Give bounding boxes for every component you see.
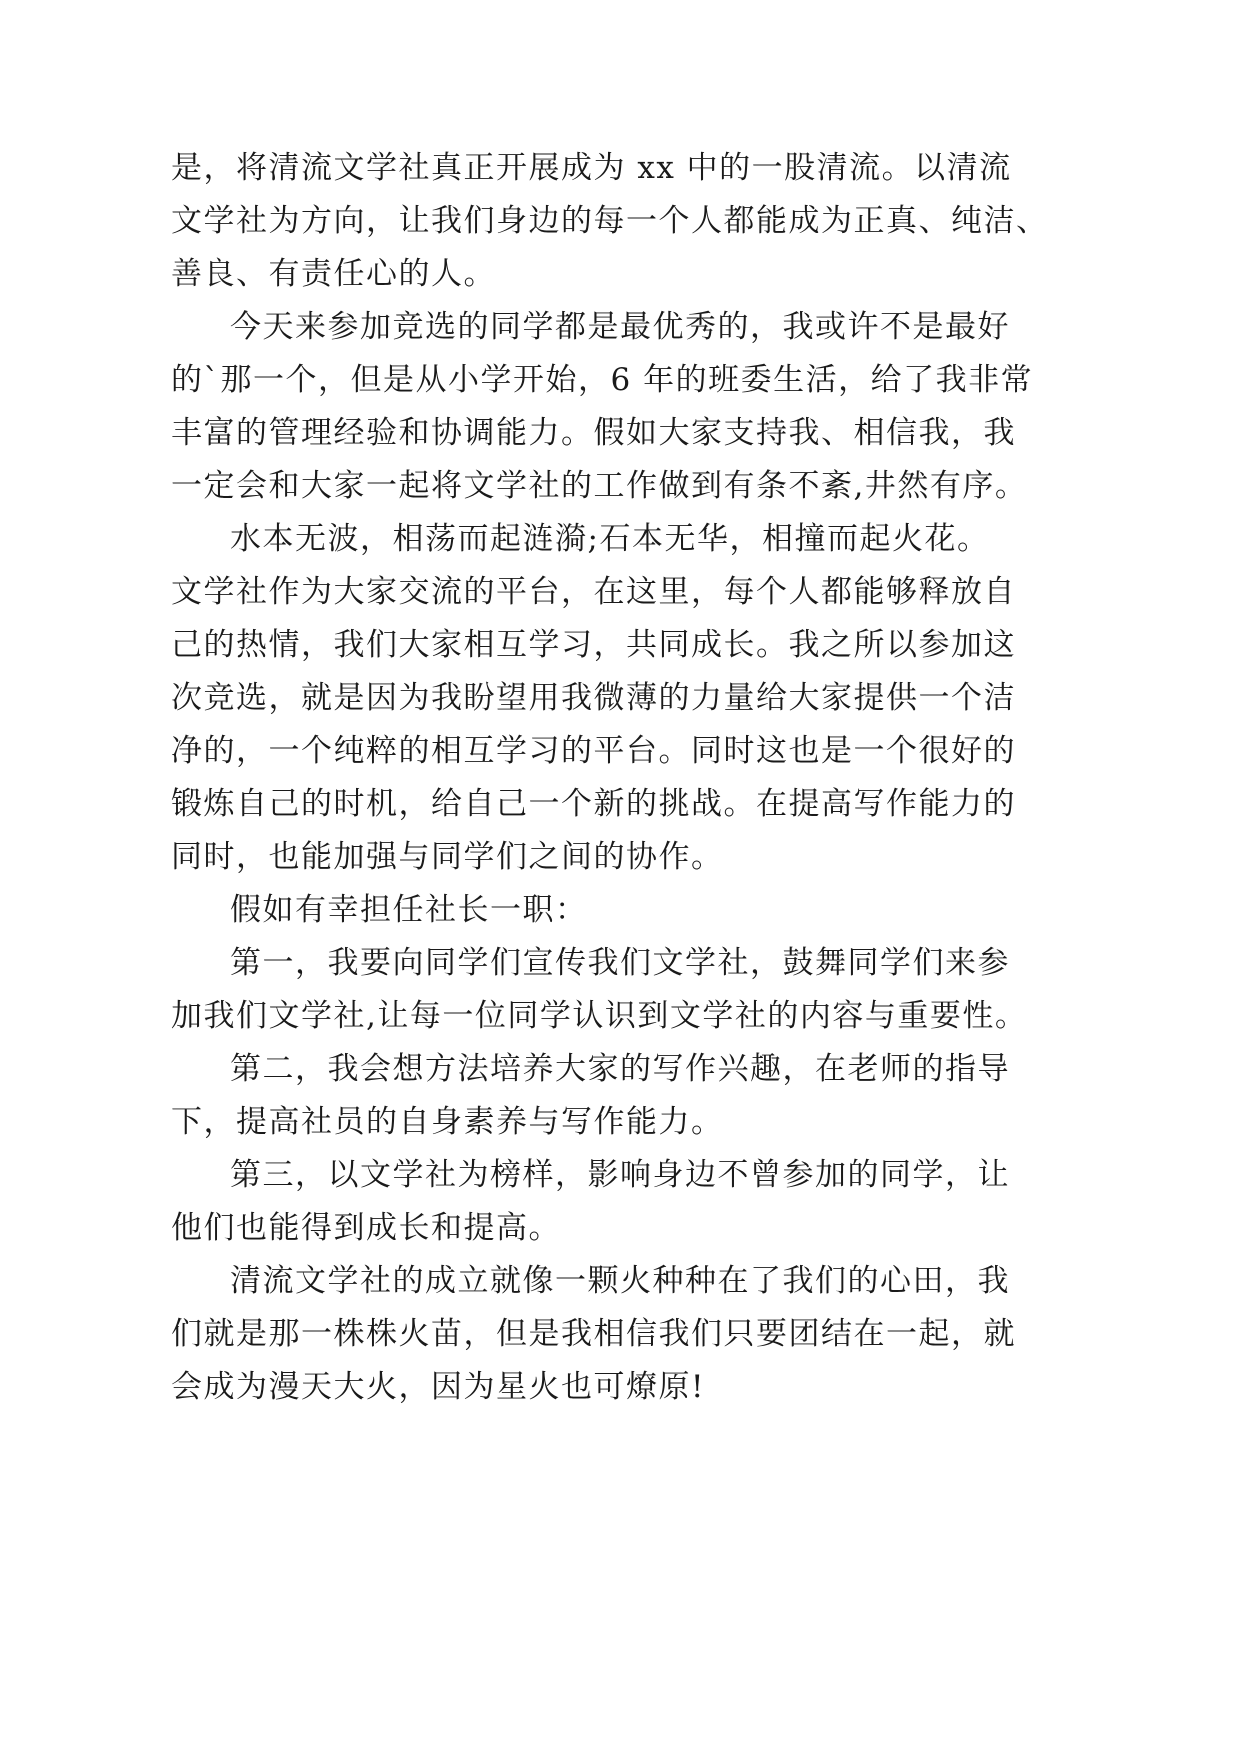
- text-line: 下，提高社员的自身素养与写作能力。: [171, 1104, 724, 1140]
- text-line: 是，将清流文学社真正开展成为 xx 中的一股清流。以清流: [171, 150, 1012, 186]
- text-line: 次竞选，就是因为我盼望用我微薄的力量给大家提供一个洁: [171, 680, 1016, 716]
- text-line: 清流文学社的成立就像一颗火种种在了我们的心田，我: [230, 1263, 1010, 1299]
- text-line: 一定会和大家一起将文学社的工作做到有条不紊,井然有序。: [171, 468, 1028, 504]
- text-line: 今天来参加竞选的同学都是最优秀的，我或许不是最好: [230, 309, 1010, 345]
- text-line: 文学社作为大家交流的平台，在这里，每个人都能够释放自: [171, 574, 1016, 610]
- text-line: 丰富的管理经验和协调能力。假如大家支持我、相信我，我: [171, 415, 1016, 451]
- text-line: 水本无波，相荡而起涟漪;石本无华，相撞而起火花。: [230, 521, 990, 557]
- text-line: 们就是那一株株火苗，但是我相信我们只要团结在一起，就: [171, 1316, 1016, 1352]
- text-line: 的`那一个，但是从小学开始，6 年的班委生活，给了我非常: [171, 362, 1034, 398]
- text-line: 第二，我会想方法培养大家的写作兴趣，在老师的指导: [230, 1051, 1010, 1087]
- text-line: 文学社为方向，让我们身边的每一个人都能成为正真、纯洁、: [171, 203, 1049, 239]
- text-line: 假如有幸担任社长一职：: [230, 892, 588, 928]
- text-line: 第一，我要向同学们宣传我们文学社，鼓舞同学们来参: [230, 945, 1010, 981]
- text-line: 善良、有责任心的人。: [171, 256, 496, 292]
- text-line: 同时，也能加强与同学们之间的协作。: [171, 839, 724, 875]
- text-line: 加我们文学社,让每一位同学认识到文学社的内容与重要性。: [171, 998, 1028, 1034]
- text-line: 第三，以文学社为榜样，影响身边不曾参加的同学，让: [230, 1157, 1010, 1193]
- text-line: 会成为漫天大火，因为星火也可燎原!: [171, 1369, 705, 1405]
- text-line: 锻炼自己的时机，给自己一个新的挑战。在提高写作能力的: [171, 786, 1016, 822]
- text-line: 他们也能得到成长和提高。: [171, 1210, 561, 1246]
- text-line: 净的，一个纯粹的相互学习的平台。同时这也是一个很好的: [171, 733, 1016, 769]
- text-line: 己的热情，我们大家相互学习，共同成长。我之所以参加这: [171, 627, 1016, 663]
